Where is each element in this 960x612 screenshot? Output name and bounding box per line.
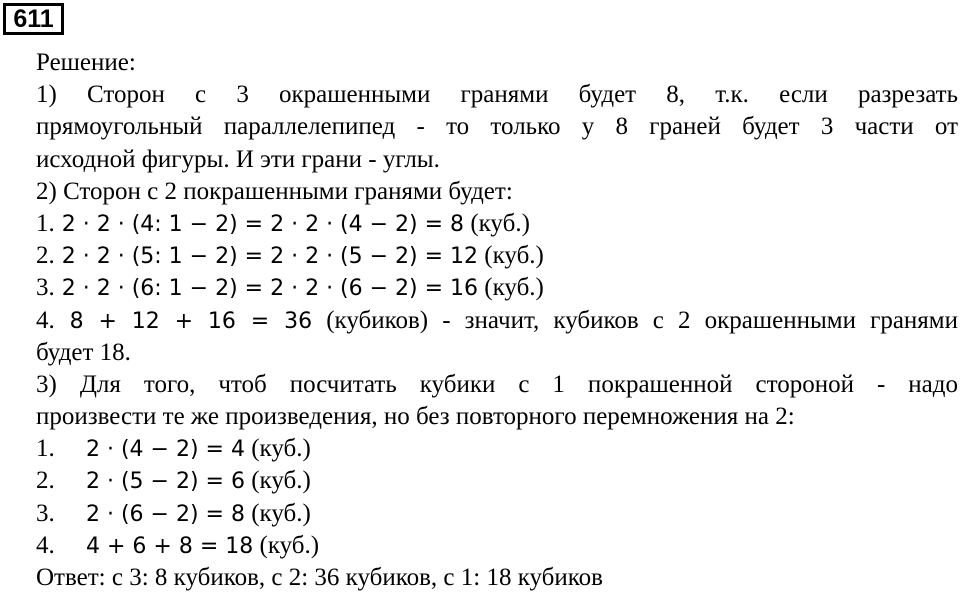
section3-line1: 3) Для того, чтоб посчитать кубики с 1 покрашенной стороной - надо	[36, 370, 958, 398]
item-number: 1.	[36, 435, 55, 463]
item-unit: (куб.)	[464, 209, 530, 237]
item-unit: (куб.)	[478, 242, 544, 270]
section3-item-3	[36, 498, 958, 530]
item-number: 3.	[36, 499, 55, 527]
item-expression: 2 · (6 − 2) = 8	[86, 501, 245, 527]
item-unit: (куб.)	[253, 531, 320, 559]
section3-item-1	[36, 433, 958, 465]
section3-line2: произвести те же произведения, но без повторного перемножения на 2:	[36, 403, 795, 431]
section2-item-2	[36, 240, 958, 272]
item-expression: 2 · 2 · (4: 1 − 2) = 2 · 2 · (4 − 2) = 8	[54, 211, 465, 237]
problem-number-badge: 611	[3, 3, 64, 35]
item-number: 4.	[36, 531, 55, 559]
item-expression: 2 · 2 · (5: 1 − 2) = 2 · 2 · (5 − 2) = 12	[54, 244, 479, 270]
item-number: 2.	[36, 242, 55, 270]
sum-expression: 8 + 12 + 16 = 36	[54, 308, 313, 334]
item-unit: (куб.)	[478, 274, 544, 302]
solution-text	[36, 47, 958, 594]
item-expression: 4 + 6 + 8 = 18	[86, 533, 254, 559]
section1-line3: исходной фигуры. И эти грани - углы.	[36, 145, 440, 173]
section2-sum-continuation: будет 18.	[36, 338, 131, 366]
item-number: 3.	[36, 274, 55, 302]
sum-number: 4.	[36, 306, 55, 334]
section1-line1: 1) Сторон с 3 окрашенными гранями будет 8, т.к. если разрезать	[36, 81, 958, 109]
answer-line: Ответ: с 3: 8 кубиков, с 2: 36 кубиков, с 1: 18 кубиков	[36, 564, 603, 591]
item-expression: 2 · (4 − 2) = 4	[86, 437, 245, 463]
item-unit: (куб.)	[244, 499, 311, 527]
section3-item-2	[36, 465, 958, 497]
section1-line2: прямоугольный параллелепипед - то только у 8 граней будет 3 части от	[36, 113, 958, 141]
item-expression: 2 · 2 · (6: 1 − 2) = 2 · 2 · (6 − 2) = 16	[54, 276, 479, 302]
item-number: 1.	[36, 209, 55, 237]
item-unit: (куб.)	[244, 467, 311, 495]
section3-item-4	[36, 530, 958, 562]
solution-heading: Решение:	[36, 49, 136, 76]
section2-intro: 2) Сторон с 2 покрашенными гранями будет:	[36, 177, 513, 205]
sum-text: (кубиков) - значит, кубиков с 2 окрашенными гранями	[312, 306, 958, 334]
section2-sum	[36, 305, 958, 337]
item-unit: (куб.)	[244, 435, 311, 463]
item-expression: 2 · (5 − 2) = 6	[86, 469, 245, 495]
section2-item-3	[36, 272, 958, 304]
section2-item-1	[36, 208, 958, 240]
item-number: 2.	[36, 467, 55, 495]
